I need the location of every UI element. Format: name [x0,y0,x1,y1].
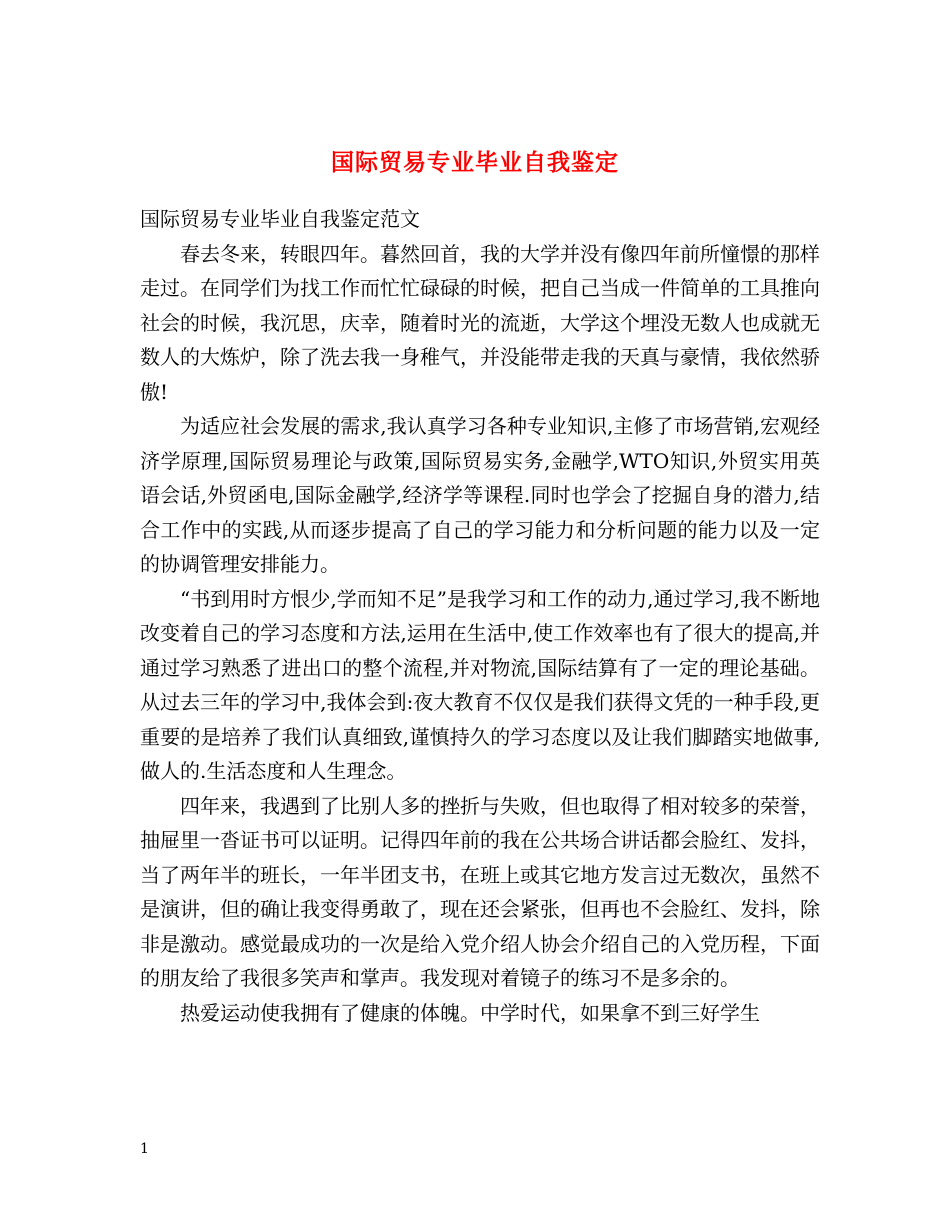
paragraph-5: 热爱运动使我拥有了健康的体魄。中学时代，如果拿不到三好学生 [180,1000,760,1025]
page-number: 1 [140,1141,149,1157]
document-body [140,202,820,1030]
paragraph-2: 为适应社会发展的需求,我认真学习各种专业知识,主修了市场营销,宏观经济学原理,国际贸易理论与政策,国际贸易实务,金融学,WTO知识,外贸实用英语会话,外贸函电,国际金融学,经济学等课程.同时也学会了挖掘自身的潜力,结合工作中的实践,从而逐步提高了自己的学习能力和分析问题的能力以及一定的协调管理安排能力。 [140,414,820,576]
paragraph-4: 四年来，我遇到了比别人多的挫折与失败，但也取得了相对较多的荣誉，抽屉里一沓证书可以证明。记得四年前的我在公共场合讲话都会脸红、发抖，当了两年半的班长，一年半团支书，在班上或其它地方发言过无数次，虽然不是演讲，但的确让我变得勇敢了，现在还会紧张，但再也不会脸红、发抖，除非是激动。感觉最成功的一次是给入党介绍人协会介绍自己的入党历程，下面的朋友给了我很多笑声和掌声。我发现对着镜子的练习不是多余的。 [140,793,820,990]
document-subtitle: 国际贸易专业毕业自我鉴定范文 [140,207,420,231]
paragraph-3: “书到用时方恨少,学而知不足”是我学习和工作的动力,通过学习,我不断地改变着自己的学习态度和方法,运用在生活中,使工作效率也有了很大的提高,并通过学习熟悉了进出口的整个流程,并对物流,国际结算有了一定的理论基础。从过去三年的学习中,我体会到:夜大教育不仅仅是我们获得文凭的一种手段,更重要的是培养了我们认真细致,谨慎持久的学习态度以及让我们脚踏实地做事,做人的.生活态度和人生理念。 [140,586,820,783]
paragraph-1: 春去冬来，转眼四年。暮然回首，我的大学并没有像四年前所憧憬的那样走过。在同学们为找工作而忙忙碌碌的时候，把自己当成一件简单的工具推向社会的时候，我沉思，庆幸，随着时光的流逝，大学这个埋没无数人也成就无数人的大炼炉，除了洗去我一身稚气，并没能带走我的天真与豪情，我依然骄傲! [140,241,820,404]
document-title: 国际贸易专业毕业自我鉴定 [331,150,619,177]
